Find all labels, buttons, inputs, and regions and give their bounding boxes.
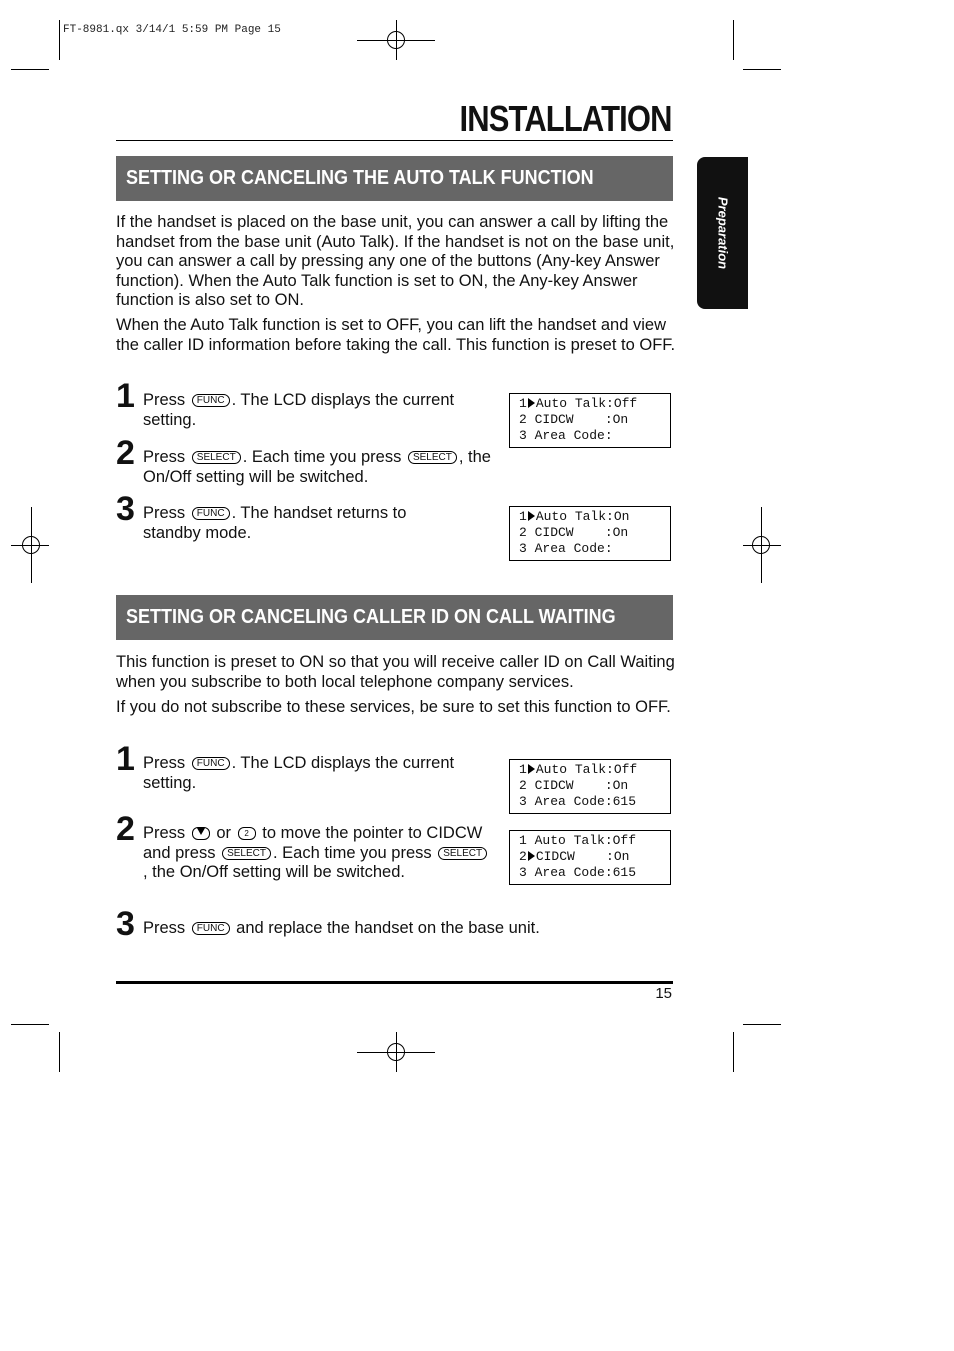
- step-text-part: Press: [143, 824, 186, 842]
- select-key-icon: SELECT: [222, 847, 271, 860]
- lcd-row: 3 Area Code:: [519, 541, 613, 556]
- registration-line: [31, 507, 32, 583]
- crop-mark: [11, 1024, 49, 1025]
- registration-line: [396, 1032, 397, 1072]
- step-text-part: Press: [143, 391, 186, 409]
- step-number: 3: [116, 490, 135, 528]
- lcd-row: [519, 849, 670, 865]
- registration-line: [761, 507, 762, 583]
- step-number: 1: [116, 377, 135, 415]
- step-text: [143, 824, 493, 883]
- lcd-row: 2 CIDCW :On: [519, 525, 629, 540]
- lcd-row: [519, 509, 670, 525]
- lcd-text: Auto Talk:On: [535, 509, 630, 524]
- paragraph: If you do not subscribe to these services, be sure to set this function to OFF.: [116, 698, 671, 716]
- paragraph: This function is preset to ON so that you will receive caller ID on Call Waiting when you subscribe to both local telephone company services.: [116, 653, 675, 691]
- step-text: [143, 754, 498, 793]
- step-text-part: to move the pointer to CIDCW and press: [143, 824, 483, 862]
- pointer-icon: [528, 764, 535, 774]
- section-heading-text: SETTING OR CANCELING CALLER ID ON CALL WAITING: [126, 606, 616, 628]
- pointer-icon: [528, 511, 535, 521]
- crop-mark: [733, 1032, 734, 1072]
- step-text-part: . Each time you press: [242, 448, 402, 466]
- step-text-part: Press: [143, 754, 186, 772]
- func-key-icon: FUNC: [192, 507, 230, 520]
- lcd-text: Auto Talk:Off: [535, 762, 638, 777]
- footer-divider: [116, 981, 673, 984]
- print-slug: FT-8981.qx 3/14/1 5:59 PM Page 15: [63, 24, 281, 36]
- lcd-row: 3 Area Code:615: [519, 794, 637, 809]
- step-text-part: , the On/Off setting will be switched.: [143, 863, 405, 881]
- number-2-key-icon: 2: [238, 827, 256, 840]
- lcd-row: [519, 762, 670, 778]
- crop-mark: [59, 1032, 60, 1072]
- lcd-row: 3 Area Code:615: [519, 865, 637, 880]
- down-arrow-key-icon: [192, 827, 210, 840]
- crop-mark: [733, 20, 734, 60]
- lcd-display: [509, 759, 671, 814]
- func-key-icon: FUNC: [192, 757, 230, 770]
- lcd-row: 3 Area Code:: [519, 428, 613, 443]
- crop-mark: [59, 20, 60, 60]
- page-title: INSTALLATION: [459, 98, 672, 139]
- registration-line: [396, 20, 397, 60]
- step-text-part: Press: [143, 448, 186, 466]
- lcd-row: 1 Auto Talk:Off: [519, 833, 637, 848]
- step-text-part: Press: [143, 504, 186, 522]
- paragraph: When the Auto Talk function is set to OFF, you can lift the handset and view the caller ID information before taking the call. This function is preset to OFF.: [116, 316, 676, 354]
- lcd-display: [509, 830, 671, 885]
- func-key-icon: FUNC: [192, 922, 230, 935]
- func-key-icon: FUNC: [192, 394, 230, 407]
- lcd-text: 1: [519, 396, 527, 411]
- step-number: 1: [116, 740, 135, 778]
- step-text-part: , the On/Off setting will be switched.: [143, 448, 491, 486]
- step-number: 3: [116, 905, 135, 943]
- step-text-part: or: [216, 824, 232, 842]
- step-text-part: . The LCD displays the current setting.: [143, 391, 455, 429]
- step-text-part: . Each time you press: [272, 843, 432, 862]
- section-heading-caller-id-waiting: [116, 595, 673, 640]
- section-heading-auto-talk: [116, 156, 673, 201]
- lcd-text: CIDCW :On: [535, 849, 630, 864]
- step-text-part: . The LCD displays the current setting.: [143, 754, 455, 792]
- crop-mark: [11, 69, 49, 70]
- side-tab-label: Preparation: [715, 196, 730, 270]
- select-key-icon: SELECT: [408, 451, 457, 464]
- step-text: [143, 504, 463, 543]
- registration-line: [11, 545, 49, 546]
- lcd-row: 2 CIDCW :On: [519, 412, 629, 427]
- lcd-row: 2 CIDCW :On: [519, 778, 629, 793]
- pointer-icon: [528, 851, 535, 861]
- lcd-text: 2: [519, 849, 527, 864]
- crop-mark: [743, 1024, 781, 1025]
- step-text: [143, 391, 498, 430]
- registration-line: [743, 545, 781, 546]
- lcd-text: 1: [519, 762, 527, 777]
- step-text-part: and replace the handset on the base unit.: [236, 919, 540, 937]
- step-text-part: Press: [143, 919, 186, 937]
- lcd-display: [509, 393, 671, 448]
- step-number: 2: [116, 810, 135, 848]
- down-triangle-icon: [197, 828, 205, 835]
- lcd-text: 1: [519, 509, 527, 524]
- select-key-icon: SELECT: [192, 451, 241, 464]
- step-number: 2: [116, 434, 135, 472]
- step-text-part: . The handset returns to standby mode.: [143, 504, 407, 542]
- paragraph: If the handset is placed on the base unit, you can answer a call by lifting the handset from the base unit (Auto Talk). If the handset is not on the base unit, you can answer a call by pressing any one of the buttons (Any-key Answer function). When the Auto Talk function is set to ON, the Any-key Answer function is also set to ON.: [116, 213, 675, 309]
- crop-mark: [743, 69, 781, 70]
- lcd-text: Auto Talk:Off: [535, 396, 638, 411]
- side-tab: [697, 157, 748, 309]
- step-text: [143, 919, 663, 939]
- page-number: 15: [655, 985, 672, 1002]
- select-key-icon: SELECT: [438, 847, 487, 860]
- step-text: [143, 448, 513, 487]
- section-heading-text: SETTING OR CANCELING THE AUTO TALK FUNCTION: [126, 167, 594, 189]
- lcd-display: [509, 506, 671, 561]
- pointer-icon: [528, 398, 535, 408]
- title-divider: [116, 140, 673, 141]
- lcd-row: [519, 396, 670, 412]
